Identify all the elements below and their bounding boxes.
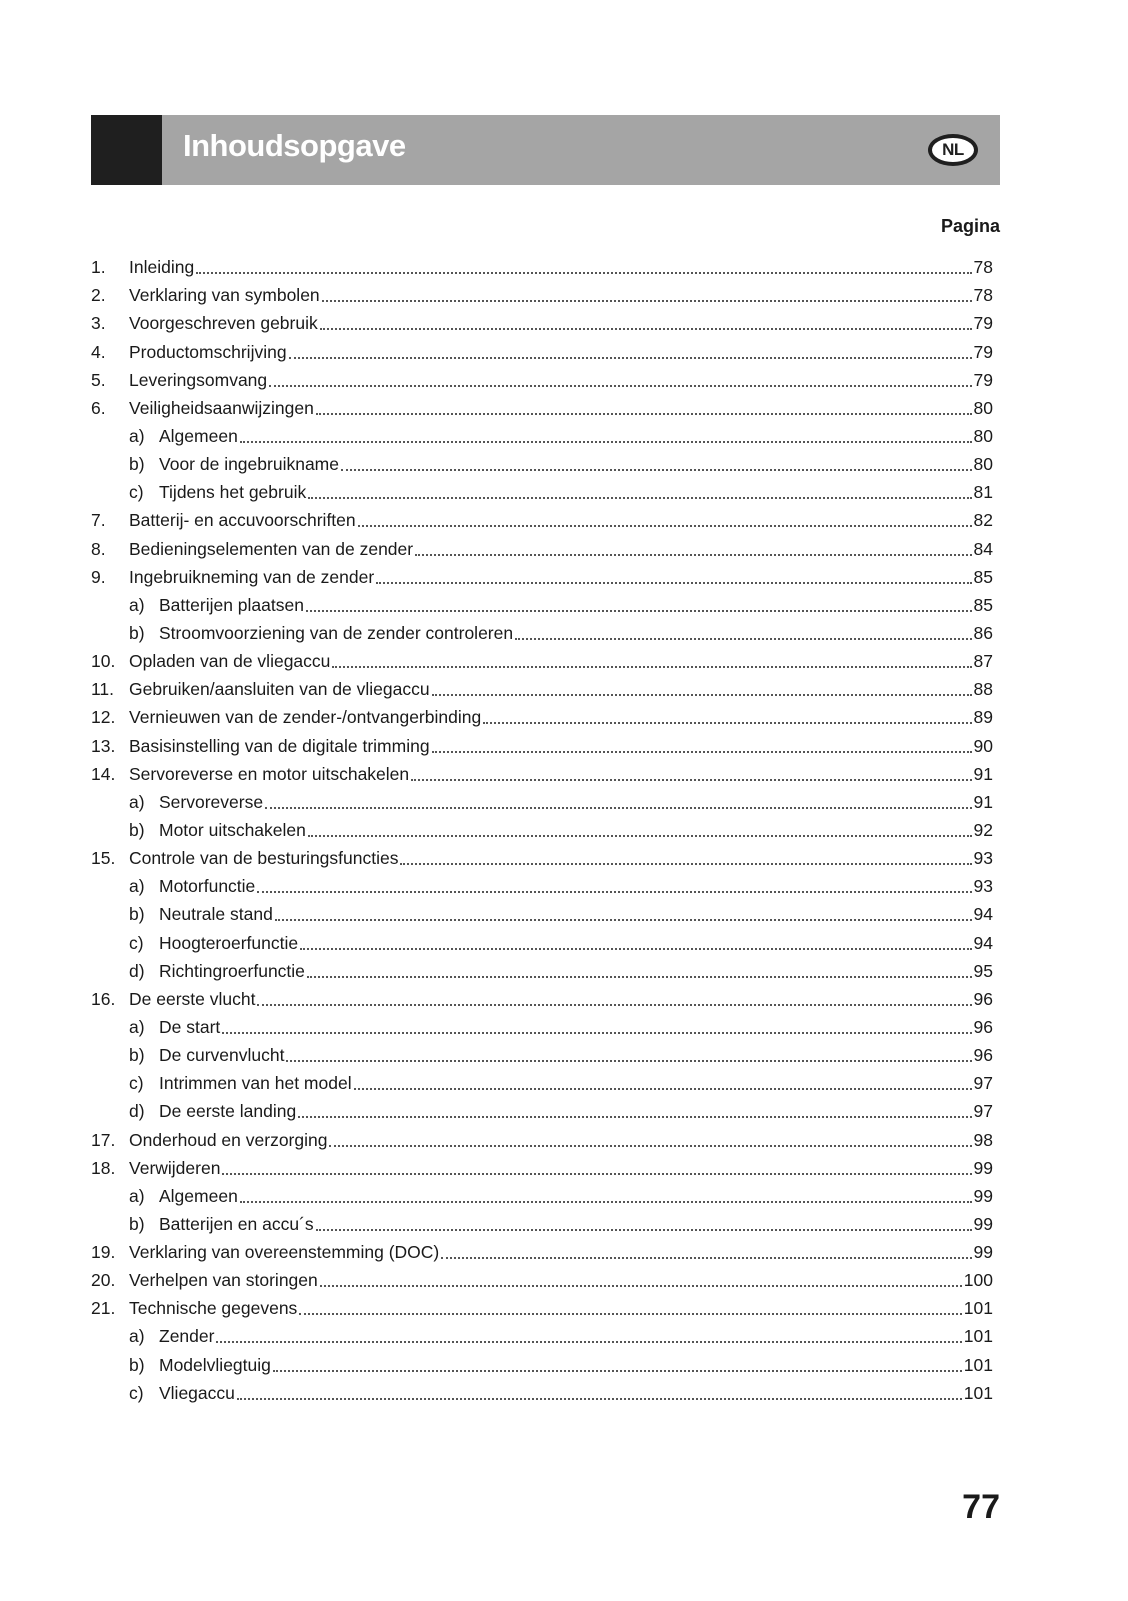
toc-entry-page: 84 [973,538,993,559]
toc-entry-page: 91 [973,791,993,812]
toc-dot-leader [289,355,972,359]
toc-entry-label: Onderhoud en verzorging [129,1129,328,1150]
toc-entry-sub-letter: c) [129,932,144,953]
toc-entry [91,897,993,925]
table-of-contents [91,250,993,1404]
toc-dot-leader [322,298,972,302]
toc-entry-label: Productomschrijving [129,341,287,362]
toc-dot-leader [240,439,972,443]
toc-entry [91,841,993,869]
toc-entry-label: Verklaring van symbolen [129,285,320,306]
toc-entry-number: 12. [91,707,116,728]
toc-entry-number: 7. [91,510,106,531]
toc-entry-label: Voorgeschreven gebruik [129,313,318,334]
toc-dot-leader [257,889,971,893]
toc-entry [91,250,993,278]
toc-entry [91,757,993,785]
toc-entry [91,1179,993,1207]
toc-entry-page: 79 [973,313,993,334]
toc-entry-label: Motorfunctie [159,876,256,897]
page-title: Inhoudsopgave [183,128,406,163]
toc-entry [91,644,993,672]
toc-dot-leader [265,805,971,809]
toc-entry-page: 96 [973,1045,993,1066]
toc-dot-leader [320,326,972,330]
toc-entry-label: Tijdens het gebruik [159,482,307,503]
toc-entry-label: De curvenvlucht [159,1045,285,1066]
toc-entry [91,531,993,559]
toc-entry-label: Stroomvoorziening van de zender controleren [159,622,514,643]
toc-dot-leader [432,692,972,696]
toc-entry-label: Algemeen [159,1185,238,1206]
toc-entry [91,306,993,334]
section-header [91,115,1000,185]
toc-dot-leader [483,720,971,724]
toc-entry [91,1347,993,1375]
toc-entry-label: Opladen van de vliegaccu [129,651,331,672]
header-dark-block [91,115,162,185]
toc-entry [91,560,993,588]
toc-entry-number: 3. [91,313,106,334]
toc-entry [91,982,993,1010]
toc-entry [91,925,993,953]
toc-dot-leader [308,495,971,499]
toc-entry-label: Motor uitschakelen [159,819,306,840]
toc-dot-leader [222,1171,971,1175]
toc-entry-number: 21. [91,1298,116,1319]
toc-entry-label: Technische gegevens [129,1298,298,1319]
toc-dot-leader [298,1114,971,1118]
toc-entry-label: Servoreverse en motor uitschakelen [129,763,410,784]
toc-dot-leader [300,946,971,950]
toc-entry-sub-letter: b) [129,1354,145,1375]
toc-entry-label: Verhelpen van storingen [129,1270,318,1291]
toc-entry-number: 10. [91,651,116,672]
toc-entry [91,1319,993,1347]
toc-entry [91,588,993,616]
toc-entry-label: Algemeen [159,425,238,446]
toc-entry-page: 93 [973,848,993,869]
toc-entry-page: 80 [973,397,993,418]
toc-entry-page: 101 [963,1382,993,1403]
toc-entry-page: 78 [973,257,993,278]
toc-entry [91,503,993,531]
toc-entry-page: 86 [973,622,993,643]
toc-entry [91,728,993,756]
toc-dot-leader [432,749,972,753]
toc-entry-sub-letter: c) [129,1073,144,1094]
toc-dot-leader [286,1058,971,1062]
toc-entry [91,278,993,306]
toc-entry-number: 14. [91,763,116,784]
toc-entry-number: 19. [91,1242,116,1263]
toc-entry-sub-letter: a) [129,1185,145,1206]
toc-entry [91,1291,993,1319]
toc-entry-label: Vernieuwen van de zender-/ontvangerbinding [129,707,482,728]
toc-dot-leader [316,411,972,415]
toc-entry-sub-letter: d) [129,960,145,981]
toc-entry [91,1066,993,1094]
toc-dot-leader [196,270,971,274]
toc-entry-label: Controle van de besturingsfuncties [129,848,399,869]
toc-entry-sub-letter: c) [129,1382,144,1403]
toc-entry-label: Leveringsomvang [129,369,268,390]
toc-entry-label: De eerste vlucht [129,988,256,1009]
toc-entry-page: 99 [973,1213,993,1234]
toc-entry [91,1038,993,1066]
toc-entry-page: 98 [973,1129,993,1150]
toc-entry [91,1094,993,1122]
toc-entry-page: 80 [973,454,993,475]
toc-entry-page: 85 [973,594,993,615]
toc-entry-label: Veiligheidsaanwijzingen [129,397,314,418]
toc-dot-leader [257,1002,971,1006]
toc-entry-sub-letter: a) [129,791,145,812]
toc-entry [91,1151,993,1179]
toc-entry-number: 5. [91,369,106,390]
toc-dot-leader [222,1030,971,1034]
toc-entry-page: 97 [973,1073,993,1094]
toc-entry-label: Batterijen plaatsen [159,594,304,615]
toc-dot-leader [341,467,972,471]
toc-entry-page: 79 [973,369,993,390]
toc-entry-label: Inleiding [129,257,195,278]
toc-entry-number: 6. [91,397,106,418]
toc-entry-number: 16. [91,988,116,1009]
toc-dot-leader [316,1227,972,1231]
toc-entry-number: 4. [91,341,106,362]
toc-entry-page: 99 [973,1242,993,1263]
toc-entry-page: 80 [973,425,993,446]
toc-entry-page: 100 [963,1270,993,1291]
toc-entry [91,1122,993,1150]
toc-entry-label: Batterijen en accu´s [159,1213,314,1234]
toc-entry-number: 9. [91,566,106,587]
toc-entry-sub-letter: b) [129,622,145,643]
toc-entry-label: Voor de ingebruikname [159,454,339,475]
toc-entry-page: 88 [973,679,993,700]
toc-entry-page: 101 [963,1298,993,1319]
page-column-header: Pagina [940,216,1000,236]
toc-entry-label: Modelvliegtuig [159,1354,271,1375]
toc-entry [91,954,993,982]
toc-dot-leader [332,664,971,668]
toc-entry-number: 8. [91,538,106,559]
toc-entry [91,1010,993,1038]
toc-dot-leader [411,777,971,781]
toc-entry-page: 87 [973,651,993,672]
toc-entry-number: 1. [91,257,106,278]
toc-entry-sub-letter: d) [129,1101,145,1122]
toc-entry-page: 81 [973,482,993,503]
toc-entry-page: 85 [973,566,993,587]
toc-dot-leader [400,861,971,865]
toc-dot-leader [354,1086,972,1090]
toc-dot-leader [441,1255,971,1259]
page-number: 77 [962,1488,1000,1526]
toc-entry [91,869,993,897]
toc-entry-page: 97 [973,1101,993,1122]
toc-entry-sub-letter: a) [129,1326,145,1347]
toc-entry [91,391,993,419]
toc-entry-page: 79 [973,341,993,362]
toc-entry-label: Neutrale stand [159,904,273,925]
toc-dot-leader [308,833,972,837]
toc-entry-page: 94 [973,932,993,953]
language-badge: NL [928,134,978,166]
toc-entry-page: 99 [973,1157,993,1178]
toc-entry-number: 2. [91,285,106,306]
toc-entry-label: De start [159,1016,221,1037]
toc-dot-leader [216,1339,961,1343]
toc-entry [91,616,993,644]
toc-entry-page: 91 [973,763,993,784]
toc-entry-label: Bedieningselementen van de zender [129,538,414,559]
toc-entry-label: Gebruiken/aansluiten van de vliegaccu [129,679,430,700]
toc-entry-label: Ingebruikneming van de zender [129,566,375,587]
toc-dot-leader [329,1143,971,1147]
toc-entry-sub-letter: b) [129,454,145,475]
toc-entry [91,785,993,813]
toc-dot-leader [307,974,972,978]
toc-entry-page: 78 [973,285,993,306]
toc-entry-label: Hoogteroerfunctie [159,932,299,953]
toc-entry-page: 95 [973,960,993,981]
toc-entry [91,447,993,475]
toc-entry-page: 99 [973,1185,993,1206]
toc-entry-sub-letter: b) [129,904,145,925]
toc-entry-page: 96 [973,988,993,1009]
toc-entry [91,475,993,503]
toc-entry-sub-letter: a) [129,1016,145,1037]
toc-entry-page: 90 [973,735,993,756]
toc-entry-page: 96 [973,1016,993,1037]
toc-entry [91,1235,993,1263]
toc-entry-page: 92 [973,819,993,840]
toc-entry-label: Intrimmen van het model [159,1073,352,1094]
toc-dot-leader [415,552,971,556]
toc-entry-label: Basisinstelling van de digitale trimming [129,735,430,756]
toc-entry-sub-letter: a) [129,594,145,615]
toc-entry-sub-letter: b) [129,1045,145,1066]
toc-entry [91,1207,993,1235]
toc-entry-label: De eerste landing [159,1101,297,1122]
toc-entry-page: 89 [973,707,993,728]
toc-entry-number: 15. [91,848,116,869]
toc-entry-page: 93 [973,876,993,897]
toc-entry [91,419,993,447]
toc-dot-leader [273,1368,962,1372]
toc-entry-page: 94 [973,904,993,925]
toc-dot-leader [358,523,972,527]
toc-entry-sub-letter: a) [129,876,145,897]
toc-entry [91,813,993,841]
toc-dot-leader [269,383,971,387]
toc-entry-label: Vliegaccu [159,1382,235,1403]
toc-dot-leader [320,1283,962,1287]
toc-dot-leader [376,580,971,584]
toc-dot-leader [275,917,972,921]
toc-entry-page: 82 [973,510,993,531]
toc-entry [91,1263,993,1291]
toc-dot-leader [306,608,972,612]
toc-entry-number: 13. [91,735,116,756]
toc-entry-label: Verklaring van overeenstemming (DOC) [129,1242,440,1263]
toc-entry-label: Verwijderen [129,1157,221,1178]
toc-dot-leader [299,1311,961,1315]
toc-entry-sub-letter: c) [129,482,144,503]
toc-entry-label: Richtingroerfunctie [159,960,305,981]
toc-entry [91,672,993,700]
toc-entry [91,1376,993,1404]
toc-dot-leader [237,1396,962,1400]
toc-entry-label: Zender [159,1326,215,1347]
toc-dot-leader [515,636,971,640]
toc-entry-number: 11. [91,679,115,700]
toc-entry-page: 101 [963,1354,993,1375]
toc-entry-number: 20. [91,1270,116,1291]
toc-entry-sub-letter: a) [129,425,145,446]
toc-entry [91,700,993,728]
toc-entry-number: 17. [91,1129,116,1150]
toc-dot-leader [240,1199,972,1203]
toc-entry-number: 18. [91,1157,116,1178]
toc-entry-label: Servoreverse [159,791,264,812]
toc-entry-page: 101 [963,1326,993,1347]
toc-entry-sub-letter: b) [129,819,145,840]
toc-entry [91,334,993,362]
toc-entry-sub-letter: b) [129,1213,145,1234]
toc-entry [91,363,993,391]
toc-entry-label: Batterij- en accuvoorschriften [129,510,356,531]
